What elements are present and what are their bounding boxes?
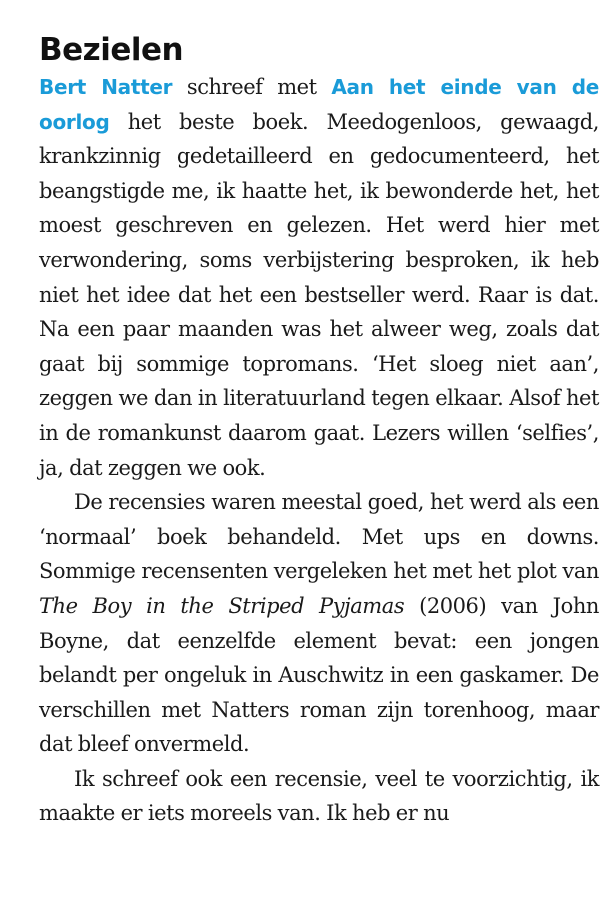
italic-book-title: The Boy in the Striped Pyjamas <box>39 593 405 618</box>
paragraph-2-text-b: (2006) van John Boyne, dat eenzelfde element bevat: een jongen belandt per ongeluk in Auschwitz in een gaskamer. De verschillen met Natters roman zijn torenhoog, maar dat bleef onvermeld. <box>39 593 599 757</box>
author-name: Bert Natter <box>39 75 173 99</box>
paragraph-1-text-b: het beste boek. Meedogenloos, gewaagd, krankzinnig gedetailleerd en gedocumenteerd, het beangstigde me, ik haatte het, ik bewonderde het, het moest geschreven en gelezen. Het werd hier met verwondering, soms verbijstering besproken, ik heb niet het idee dat het een bestseller werd. Raar is dat. Na een paar maanden was het alweer weg, zoals dat gaat bij sommige topromans. ‘Het sloeg niet aan’, zeggen we dan in literatuurland tegen elkaar. Alsof het in de romankunst daarom gaat. Lezers willen ‘selfies’, ja, dat zeggen we ook. <box>39 109 599 480</box>
article <box>39 30 599 831</box>
article-heading: Bezielen <box>39 32 184 68</box>
paragraph-3 <box>39 762 599 831</box>
paragraph-1 <box>39 70 599 485</box>
paragraph-2-text-a: De recensies waren meestal goed, het werd als een ‘normaal’ boek behandeld. Met ups en downs. Sommige recensenten vergeleken het met het plot van <box>39 490 599 584</box>
paragraph-2 <box>39 485 599 762</box>
paragraph-1-text-a: schreef met <box>172 75 332 99</box>
book-title: Aan het einde van de oorlog <box>39 75 599 134</box>
paragraph-3-text: Ik schreef ook een recensie, veel te voorzichtig, ik maakte er iets moreels van. Ik heb er nu <box>39 766 599 826</box>
